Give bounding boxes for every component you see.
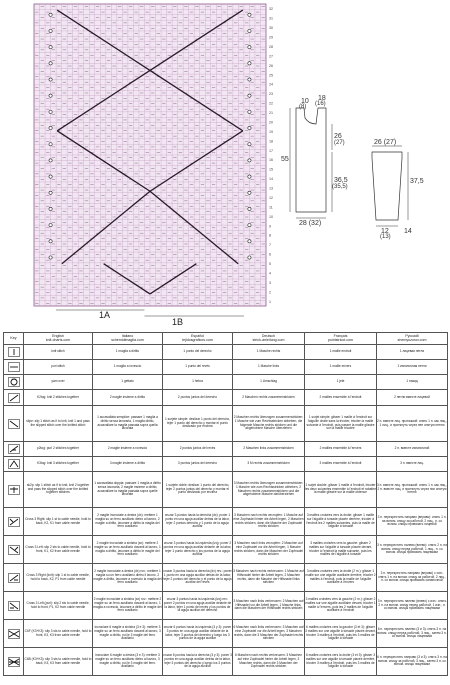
legend-description: 3 Maschen rechts überzogen zusammenstricken: 1 Masche wie zum Rechtsstricken abheben, 2 Maschen rechts zusammenstricken und die abgehobene Masche darüberziehen xyxy=(233,472,305,508)
yarn-over-mark xyxy=(49,240,52,243)
legend-header-language: Español tejidosgraficos.com xyxy=(163,333,233,345)
legend-description: 3 maglie insieme a diritto xyxy=(93,457,163,472)
legend-description: 3 Maschen nach rechts verkreuzen: 1 Masche auf Hilfsnadel hinter die Arbeit legen, 2 Maschen rechts, dann die Masche der Hilfsnadel links stricken xyxy=(233,564,305,592)
legend-row xyxy=(4,564,448,592)
yarn-over-mark xyxy=(248,159,251,162)
repeat-label-1a: 1A xyxy=(99,310,111,320)
legend-symbol-cell xyxy=(4,442,24,457)
repeat-label-1b: 1B xyxy=(172,317,184,327)
dim-front-neck-alt: (8) xyxy=(299,104,307,110)
stitch-legend-table xyxy=(3,332,448,676)
chart-grid xyxy=(34,4,273,306)
cross-6-right-icon xyxy=(8,629,20,639)
legend-row xyxy=(4,345,448,360)
row-number: 14 xyxy=(269,177,273,182)
legend-description: 3 mailles croisées vers la droite: glisser 1 maille sur l'aiguille à torsade placée derrière, tricoter à l'endroit les 2 mailles suivantes, puis la maille de l'aiguille à torsade xyxy=(305,508,377,536)
cross-3-left-icon xyxy=(8,545,20,555)
row-number: 4 xyxy=(269,271,271,276)
yarn-over-mark xyxy=(248,126,251,129)
legend-description: Cross 3 Right (knit): slip 1 st to cable needle, hold to back, K2, P1 from cable needle xyxy=(24,564,93,592)
row-number: 2 xyxy=(269,290,271,295)
legend-symbol-cell xyxy=(4,360,24,375)
legend-description: C6F (K3+K3): slip 3 sts to cable needle, hold to front, K3, K3 from cable needle xyxy=(24,620,93,648)
yarn-over-mark xyxy=(248,256,251,259)
row-number: 5 xyxy=(269,262,271,267)
yarn-over-mark xyxy=(49,29,52,32)
legend-description: cruzar 3 puntos hacia la izquierda (izq) rev.: poner 2 puntos en una aguja auxiliar delante de la labor, tejer 1 punto del revés y los puntos de la aguja auxiliar del derecho xyxy=(163,592,233,620)
yarn-over-mark xyxy=(49,46,52,49)
legend-header-language: Deutsch strick-anleitung.com xyxy=(233,333,305,345)
legend-description: 3 п. перекрестить налево (влево): снять 2 п. на вспом. спицу перед работой, 1 лиц., п. со вспом. спицы провязать лицевыми xyxy=(377,536,448,564)
yarn-over-mark xyxy=(49,13,52,16)
yarn-over-mark xyxy=(248,110,251,113)
dim-cuff: 12 xyxy=(381,228,389,235)
legend-description: 3 M rechts zusammenstricken xyxy=(233,457,305,472)
garment-schematic xyxy=(290,108,408,226)
legend-description: 2 mailles ensemble à l'envers xyxy=(305,442,377,457)
legend-description: 1 лицевая петля xyxy=(377,345,448,360)
yarn-over-mark xyxy=(49,78,52,81)
legend-description: 2 петли вместе лицевой xyxy=(377,390,448,406)
legend-description: incrociare 6 maglie a sinistra (3 e 3): mettere 3 maglie su un ferro ausiliario davanti al lavoro, 3 maglie a diritto, poi le 3 maglie del ferro ausiliario xyxy=(93,620,163,648)
legend-description: 3 Maschen nach rechts verzopfen: 1 Masche auf eine Zopfnadel hinter die Arbeit legen, 2 Maschen rechts stricken, dann die Masche der Zopfnadel rechts stricken xyxy=(233,508,305,536)
legend-description: slipe: slip 1 stitch as if to knit, knit 1 and pass the slipped stitch over the knitted stitch xyxy=(24,406,93,442)
knitting-chart-area xyxy=(0,0,450,332)
yarn-over-mark xyxy=(248,175,251,178)
legend-header-language: English knit-charts.com xyxy=(24,333,93,345)
legend-symbol-cell xyxy=(4,508,24,536)
row-number: 24 xyxy=(269,82,273,87)
yarn-over-mark xyxy=(49,110,52,113)
legend-row xyxy=(4,375,448,390)
legend-description: 2 puntos juntos del revés xyxy=(163,442,233,457)
yarn-over-mark xyxy=(49,256,52,259)
legend-description: 2 maglie incrociate a destra (dx) rov.: mettere 1 maglia su un ferro ausiliario dietro il lavoro, 2 maglie a diritto, lavorare a rovescio la maglia del ferro ausiliario xyxy=(93,564,163,592)
row-number: 20 xyxy=(269,120,273,125)
yarn-over-mark xyxy=(248,62,251,65)
legend-row xyxy=(4,648,448,676)
yarn-over-mark xyxy=(49,126,52,129)
legend-description: 3 п. вместе лиц. xyxy=(377,457,448,472)
dim-body-length: 36,5 xyxy=(334,177,348,184)
dim-cuff-alt: (13) xyxy=(380,234,391,240)
row-number: 26 xyxy=(269,63,273,68)
legend-symbol-cell xyxy=(4,536,24,564)
row-number: 15 xyxy=(269,167,273,172)
legend-description: 1 maille endroit xyxy=(305,345,377,360)
legend-description: 1 Umschlag xyxy=(233,375,305,390)
legend-description: 2 Maschen rechts zusammenstricken xyxy=(233,390,305,406)
row-number: 13 xyxy=(269,186,273,191)
legend-description: 1 jeté xyxy=(305,375,377,390)
legend-description: cruzar 3 puntos hacia la derecha (dx) rev.: poner 1 punto en una aguja auxiliar detrás de la labor, tejer 2 puntos del derecho y el punto de la aguja auxiliar del revés xyxy=(163,564,233,592)
legend-description: 2 maglie incrociate a sinistra (sx) rov.: mettere 2 maglie su un ferro ausiliario davanti al lavoro, 1 maglia a rovescio, lavorare a diritto le maglie del ferro ausiliario xyxy=(93,592,163,620)
dim-body-width: 28 (32) xyxy=(299,220,322,227)
yarn-over-mark xyxy=(248,207,251,210)
yarn-over-mark xyxy=(49,159,52,162)
row-number: 29 xyxy=(269,35,273,40)
p2tog-icon xyxy=(8,444,20,454)
legend-description: 1 surjet double: glisser 1 maille à l'endroit, tricoter les deux suivantes ensemble à l'endroit et rabattre la maille glissée sur la maille obtenue xyxy=(305,472,377,508)
legend-description: 1 surjete simple: deslizar 1 punto del derecho, tejer 1 punto del derecho y montar el punto deslizado por encima xyxy=(163,406,233,442)
legend-description: 3 Maschen nach links verkreuzen: 2 Maschen auf Hilfsnadel vor die Arbeit legen, 1 Masche links, dann die Maschen der Hilfsnadel rechts stricken xyxy=(233,592,305,620)
legend-description: 1 accavallata doppia: passare 1 maglia a diritto senza lavorarla, 2 maglie insieme a diritto, accavallare la maglia passata sopra quelle lavorate xyxy=(93,472,163,508)
dim-front-shoulder: 18 xyxy=(318,95,326,102)
knit-icon xyxy=(8,347,20,357)
legend-description: 1 surjet simple: glisser 1 maille à l'endroit sur l'aiguille droite sans la tricoter, tricoter la maille suivante à l'endroit, puis passer la maille glissée sur la maille tricotée xyxy=(305,406,377,442)
legend-header-language: Français pointstricot.com xyxy=(305,333,377,345)
legend-description: K2tog: knit 2 stitches together xyxy=(24,390,93,406)
legend-row xyxy=(4,620,448,648)
row-number: 7 xyxy=(269,243,271,248)
yarn-over-icon xyxy=(8,377,20,387)
dim-body-length-alt: (35,5) xyxy=(332,184,348,190)
legend-description: 6 п. перекрестить направо (3 и 3): снять 3 п. на вспом. спицу за работой, 3 лиц., затем 3 п. со вспом. спицы лицевыми xyxy=(377,648,448,676)
legend-description: 6 Maschen nach links verkreuzen: 3 Maschen auf eine Zopfnadel vor die Arbeit legen, 3 Maschen rechts, dann die 3 Maschen der Zopfnadel rechts stricken xyxy=(233,620,305,648)
legend-description: sk2p: slip 1 stitch as if to knit, knit 2 together and pass the slipped stitch over the knitted together stitches xyxy=(24,472,93,508)
legend-description: 1 maglia a diritto xyxy=(93,345,163,360)
yarn-over-mark xyxy=(248,46,251,49)
row-number: 25 xyxy=(269,73,273,78)
legend-description: Cross 3 Left (purl): slip 2 sts to cable needle, hold to front, P1, K2 from cable needle xyxy=(24,592,93,620)
legend-header-language: Русский shemyuzorov.com xyxy=(377,333,448,345)
k3tog-icon xyxy=(8,459,20,469)
legend-description: knit stitch xyxy=(24,345,93,360)
row-number: 21 xyxy=(269,111,273,116)
legend-description: 1 accavallata semplice: passare 1 maglia a diritto senza lavorarla, 1 maglia diritto, accavallare la maglia passata sopra quella lavorata xyxy=(93,406,163,442)
legend-description: 2 Maschen links zusammenstricken xyxy=(233,442,305,457)
dim-total-length: 55 xyxy=(281,156,289,163)
dim-armhole: 26 xyxy=(334,133,342,140)
purl-icon xyxy=(8,362,20,372)
legend-row xyxy=(4,442,448,457)
legend-description: 3 п. перекрестить направо (вправо) с изн.: снять 1 п. на вспом. спицу за работой, 2 лиц., п. со вспом. спицы провязать изнаночной xyxy=(377,564,448,592)
legend-description: 1 punto del revés xyxy=(163,360,233,375)
yarn-over-mark xyxy=(49,207,52,210)
legend-description: 2 maglie insieme a rovescio xyxy=(93,442,163,457)
legend-description: 2 mailles ensemble à l'endroit xyxy=(305,390,377,406)
legend-symbol-cell xyxy=(4,345,24,360)
dim-cuff-height: 14 xyxy=(404,228,412,235)
dim-armhole-alt: (27) xyxy=(334,140,345,146)
legend-symbol-cell xyxy=(4,390,24,406)
row-number: 1 xyxy=(269,299,271,304)
cross-6-left-icon xyxy=(8,657,20,667)
legend-description: cruzar 6 puntos hacia la izquierda (3 y 3): poner 3 puntos en una aguja auxiliar delante de la labor, tejer 3 puntos del derecho y luego los 3 puntos de la aguja auxiliar xyxy=(163,620,233,648)
dim-front-neck: 10 xyxy=(301,98,309,105)
legend-symbol-cell xyxy=(4,406,24,442)
dim-sleeve-length: 37,5 xyxy=(410,178,424,185)
row-number: 6 xyxy=(269,252,271,257)
yarn-over-mark xyxy=(248,13,251,16)
row-number: 11 xyxy=(269,205,273,210)
legend-description: 3 mailles croisées vers la gauche: glisser 2 mailles sur l'aiguille à torsade placée devant, tricoter à l'endroit la maille suivante, puis les mailles de l'aiguille à torsade xyxy=(305,536,377,564)
legend-description: 1 hebra xyxy=(163,375,233,390)
row-number: 30 xyxy=(269,26,273,31)
cross-3-right-purl-icon xyxy=(8,573,20,583)
legend-description: 3 Maschen nach links verzopfen: 2 Maschen auf eine Zopfnadel vor die Arbeit legen, 1 Masche rechts stricken, dann die Maschen der Zopfnadel rechts stricken xyxy=(233,536,305,564)
legend-symbol-cell xyxy=(4,472,24,508)
row-number: 19 xyxy=(269,129,273,134)
row-number: 27 xyxy=(269,54,273,59)
legend-description: 1 maille envers xyxy=(305,360,377,375)
legend-description: 2 maglie incrociate a sinistra (sx): mettere 2 maglie su un ferro ausiliario davanti al lavoro, 1 maglia a diritto, lavorare a diritto le maglie del ferro ausiliario xyxy=(93,536,163,564)
row-number: 16 xyxy=(269,158,273,163)
row-number: 8 xyxy=(269,233,271,238)
sk2p-icon xyxy=(8,485,20,495)
legend-description: 1 Masche rechts xyxy=(233,345,305,360)
yarn-over-mark xyxy=(248,78,251,81)
legend-description: 2 Maschen rechts überzogen zusammenstricken: 1 Masche wie zum Rechtsstricken abheben, die folgende Masche rechts stricken und die abgehobene Masche überziehen xyxy=(233,406,305,442)
row-number: 3 xyxy=(269,280,271,285)
row-number: 9 xyxy=(269,224,271,229)
legend-description: 1 surjete doble: deslizar 1 punto del derecho, tejer 2 puntos juntos del derecho y montar el punto deslizado por encima xyxy=(163,472,233,508)
legend-symbol-cell xyxy=(4,375,24,390)
row-number: 31 xyxy=(269,16,273,21)
yarn-over-mark xyxy=(248,191,251,194)
legend-description: 6 mailles croisées vers la gauche (3 et 3): glisser 3 mailles sur une aiguille à torsade placée devant, tricoter 3 mailles à l'endroit, puis les 3 mailles de l'aiguille à torsade xyxy=(305,620,377,648)
legend-body xyxy=(4,345,448,676)
legend-description: Cross 3 Left: slip 2 sts to cable needle, hold to front, K1, K2 from cable needle xyxy=(24,536,93,564)
legend-row xyxy=(4,592,448,620)
legend-description: K3tog: knit 3 stitches together xyxy=(24,457,93,472)
legend-description: 1 Masche links xyxy=(233,360,305,375)
sleeve-outline xyxy=(372,152,402,220)
legend-description: 1 накид xyxy=(377,375,448,390)
row-number: 32 xyxy=(269,7,273,12)
legend-description: C6B (K3+K3): slip 3 sts to cable needle, hold to back, K3, K3 from cable needle xyxy=(24,648,93,676)
legend-row xyxy=(4,406,448,442)
legend-description: 1 maglia a rovescio xyxy=(93,360,163,375)
yarn-over-mark xyxy=(49,94,52,97)
row-number: 22 xyxy=(269,101,273,106)
legend-description: cruzar 3 puntos hacia la izquierda (izq): poner 2 puntos en una aguja auxiliar delante de la labor, tejer 1 punto derecho y los puntos de la aguja auxiliar xyxy=(163,536,233,564)
legend-symbol-cell xyxy=(4,592,24,620)
row-number: 12 xyxy=(269,195,273,200)
legend-symbol-cell xyxy=(4,564,24,592)
legend-description: 3 п. вместе лиц. протяжкой: снять 1 п. как лиц., 2 п. вместе лиц. и протянуть через них снятую петлю xyxy=(377,472,448,508)
legend-description: incrociare 6 maglie a destra (3 e 3): mettere 3 maglie su un ferro ausiliario dietro al lavoro, 3 maglie a diritto, poi le 3 maglie del ferro ausiliario xyxy=(93,648,163,676)
yarn-over-mark xyxy=(248,94,251,97)
legend-description: 2 puntos juntos del derecho xyxy=(163,390,233,406)
row-number: 18 xyxy=(269,139,273,144)
legend-symbol-cell xyxy=(4,620,24,648)
legend-description: 1 punto del derecho xyxy=(163,345,233,360)
legend-header-language: Italiano schemidimaglia.com xyxy=(93,333,163,345)
legend-description: 6 mailles croisées vers la droite (3 et 3): glisser 3 mailles sur une aiguille à torsade placée derrière, tricoter 3 mailles à l'endroit, puis les 3 mailles de l'aiguille à torsade xyxy=(305,648,377,676)
row-number: 10 xyxy=(269,214,273,219)
legend-description: 1 gettato xyxy=(93,375,163,390)
legend-description: 6 п. перекрестить налево (3 и 3): снять 3 п. на вспом. спицу перед работой, 3 лиц., затем 3 п. со вспом. спицы лицевыми xyxy=(377,620,448,648)
legend-header-key: Key xyxy=(4,333,24,345)
legend-description: purl stitch xyxy=(24,360,93,375)
legend-description: 3 mailles croisées vers la droite (2 m.): glisser 1 maille sur une aiguille auxiliaire derrière, tricoter 2 mailles à l'endroit, puis la maille de l'aiguille auxiliaire à l'envers xyxy=(305,564,377,592)
yarn-over-mark xyxy=(248,240,251,243)
legend-description: 1 изнаночная петля xyxy=(377,360,448,375)
dim-front-shoulder-alt: (16) xyxy=(315,101,326,107)
legend-description: cruzar 6 puntos hacia la derecha (3 y 3): poner 3 puntos en una aguja auxiliar detrás de la labor, tejer 3 puntos del derecho y luego los 3 puntos de la aguja auxiliar xyxy=(163,648,233,676)
legend-row xyxy=(4,457,448,472)
legend-description: 2 maglie insieme a diritto xyxy=(93,390,163,406)
cross-3-right-icon xyxy=(8,517,20,527)
legend-row xyxy=(4,390,448,406)
legend-description: Cross 3 Right: slip 1 st to cable needle, hold to back, K2, K1 from cable needle xyxy=(24,508,93,536)
legend-description: p2tog: purl 2 stitches together xyxy=(24,442,93,457)
yarn-over-mark xyxy=(248,224,251,227)
dim-sleeve-top: 26 (27) xyxy=(374,139,397,146)
legend-row xyxy=(4,360,448,375)
legend-description: 3 puntos juntos del derecho xyxy=(163,457,233,472)
legend-description: 3 mailles ensemble à l'endroit xyxy=(305,457,377,472)
yarn-over-mark xyxy=(49,62,52,65)
legend-description: yarn over xyxy=(24,375,93,390)
legend-description: cruzar 3 puntos hacia la derecha (dx): poner 1 punto en una aguja auxiliar detrás de la labor, tejer 2 puntos derecho y 1 punto de la aguja auxiliar xyxy=(163,508,233,536)
row-number: 17 xyxy=(269,148,273,153)
yarn-over-mark xyxy=(49,175,52,178)
legend-description: 3 п. перекрестить направо (вправо): снять 1 п. на вспом. спицу за работой, 2 лиц., п. со вспом. спицы провязать лицевой xyxy=(377,508,448,536)
knitting-chart-svg xyxy=(0,0,450,332)
row-number: 23 xyxy=(269,92,273,97)
yarn-over-mark xyxy=(49,191,52,194)
body-outline xyxy=(296,108,326,212)
k2tog-icon xyxy=(8,393,20,403)
yarn-over-mark xyxy=(49,224,52,227)
cross-3-left-purl-icon xyxy=(8,601,20,611)
legend-header-row xyxy=(4,333,448,345)
yarn-over-mark xyxy=(248,143,251,146)
legend-symbol-cell xyxy=(4,648,24,676)
legend-description: 3 mailles croisées vers la gauche (2 m.): glisser 2 mailles sur une aiguille auxiliaire devant, tricoter 1 maille à l'envers, puis les 2 mailles de l'aiguille auxiliaire à l'endroit xyxy=(305,592,377,620)
legend-description: 3 п. перекрестить налево (влево) с изн.: снять 2 п. на вспом. спицу перед работой, 1 изн., п. со вспом. спицы провязать лицевыми xyxy=(377,592,448,620)
legend-row xyxy=(4,472,448,508)
legend-description: 2 maglie incrociate a destra (dx): mettere 1 maglia su un ferro ausiliario dietro al lavoro, 2 maglie a diritto, lavorare a diritto la maglia del ferro ausiliario xyxy=(93,508,163,536)
row-number: 28 xyxy=(269,44,273,49)
legend-symbol-cell xyxy=(4,457,24,472)
ssk-icon xyxy=(8,419,20,429)
legend-row xyxy=(4,508,448,536)
yarn-over-mark xyxy=(49,143,52,146)
legend-description: 6 Maschen nach rechts verkreuzen: 3 Maschen auf eine Zopfnadel hinter die Arbeit legen, 3 Maschen rechts, dann die 3 Maschen der Zopfnadel rechts stricken xyxy=(233,648,305,676)
yarn-over-mark xyxy=(248,29,251,32)
legend-description: 2 п. вместе изнаночной xyxy=(377,442,448,457)
legend-description: 2 п. вместе лиц. протяжкой: снять 1 п. как лиц., 1 лиц., и протянуть через нее снятую петлю xyxy=(377,406,448,442)
legend-row xyxy=(4,536,448,564)
